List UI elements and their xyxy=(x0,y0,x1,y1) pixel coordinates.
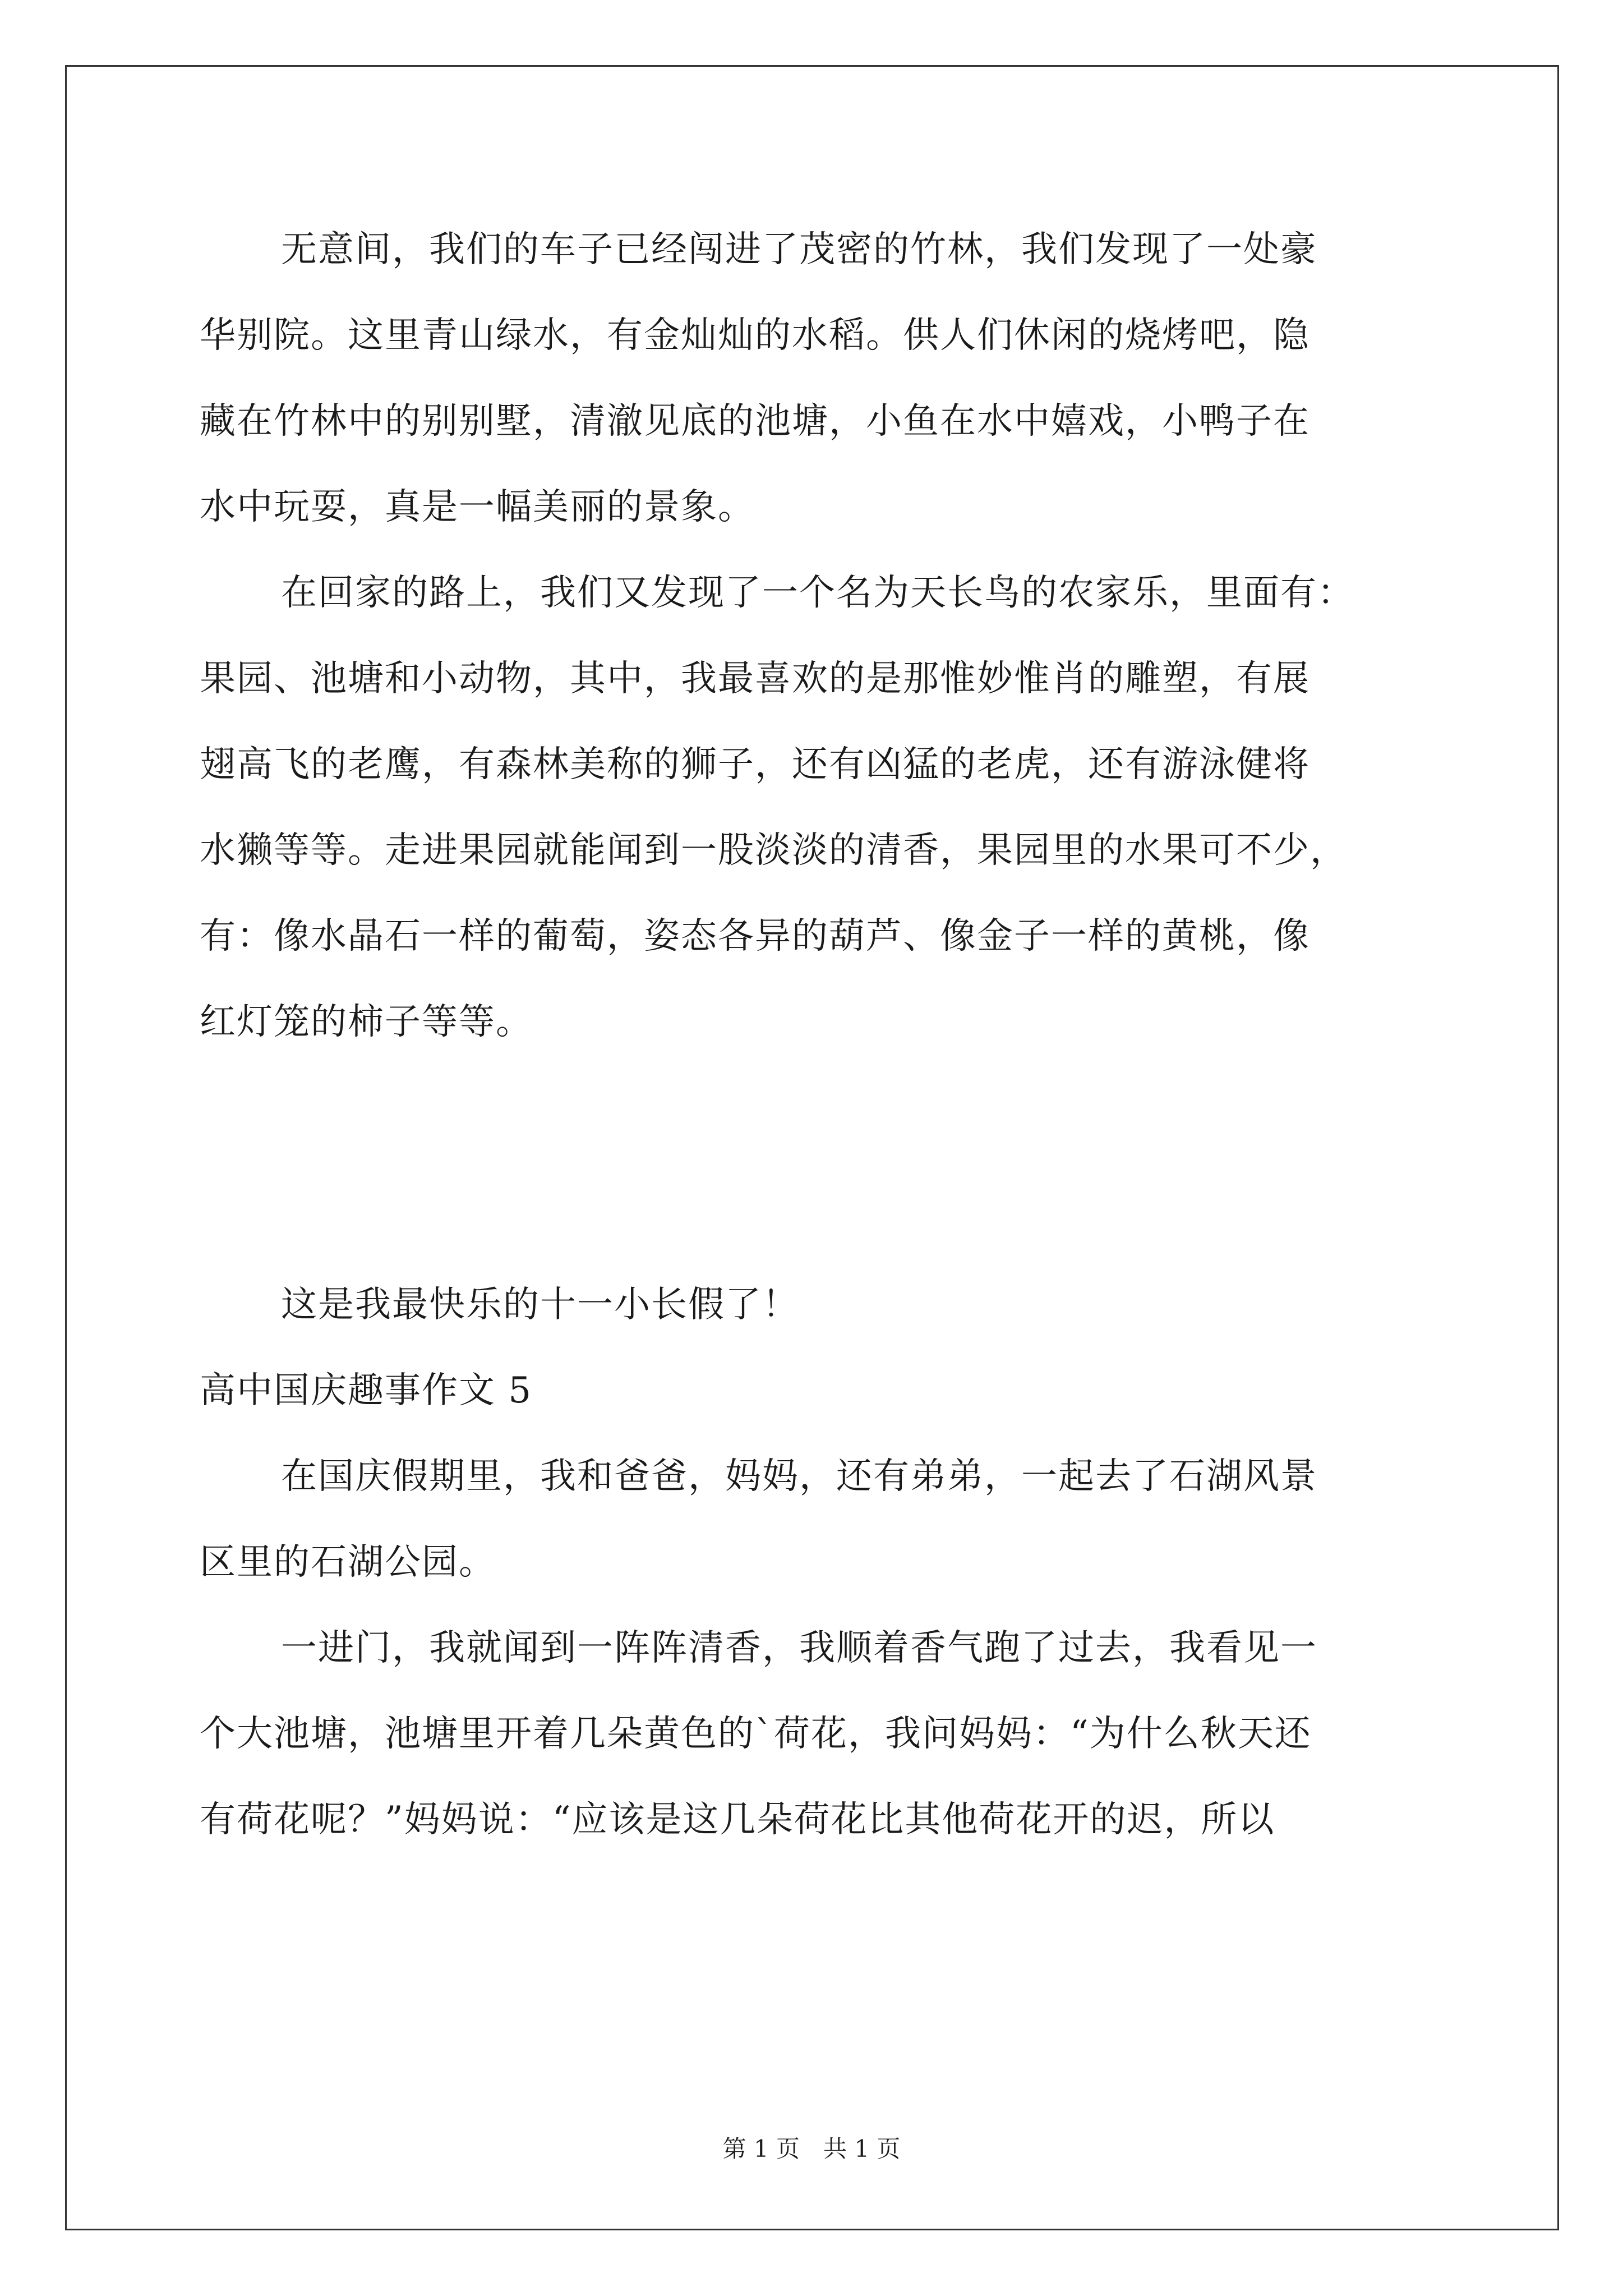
text-line: 翅高飞的老鹰，有森林美称的狮子，还有凶猛的老虎，还有游泳健将 xyxy=(200,744,1310,785)
text-line: 有：像水晶石一样的葡萄，姿态各异的葫芦、像金子一样的黄桃，像 xyxy=(200,915,1310,957)
text-line: 水獭等等。走进果园就能闻到一股淡淡的清香，果园里的水果可不少， xyxy=(200,830,1347,871)
text-line: 个大池塘，池塘里开着几朵黄色的`荷花，我问妈妈：“为什么秋天还 xyxy=(200,1713,1312,1755)
text-line: 区里的石湖公园。 xyxy=(200,1542,496,1583)
text-line: 无意间，我们的车子已经闯进了茂密的竹林，我们发现了一处豪 xyxy=(281,229,1317,270)
text-line: 在国庆假期里，我和爸爸，妈妈，还有弟弟，一起去了石湖风景 xyxy=(281,1456,1317,1497)
text-line: 藏在竹林中的别别墅，清澈见底的池塘，小鱼在水中嬉戏，小鸭子在 xyxy=(200,401,1310,442)
text-line: 水中玩耍，真是一幅美丽的景象。 xyxy=(200,486,755,528)
text-line: 红灯笼的柿子等等。 xyxy=(200,1001,533,1043)
page-border xyxy=(65,65,1559,2230)
text-line: 一进门，我就闻到一阵阵清香，我顺着香气跑了过去，我看见一 xyxy=(281,1627,1317,1669)
text-line: 果园、池塘和小动物，其中，我最喜欢的是那惟妙惟肖的雕塑，有展 xyxy=(200,658,1310,700)
text-line: 华别院。这里青山绿水，有金灿灿的水稻。供人们休闲的烧烤吧，隐 xyxy=(200,315,1310,356)
page-footer: 第 1 页 共 1 页 xyxy=(722,2135,901,2162)
section-heading: 高中国庆趣事作文 5 xyxy=(200,1370,533,1411)
text-line: 这是我最快乐的十一小长假了！ xyxy=(281,1284,799,1326)
text-line: 有荷花呢？”妈妈说：“应该是这几朵荷花比其他荷花开的迟，所以 xyxy=(200,1799,1275,1841)
text-line: 在回家的路上，我们又发现了一个名为天长鸟的农家乐，里面有： xyxy=(281,572,1354,614)
